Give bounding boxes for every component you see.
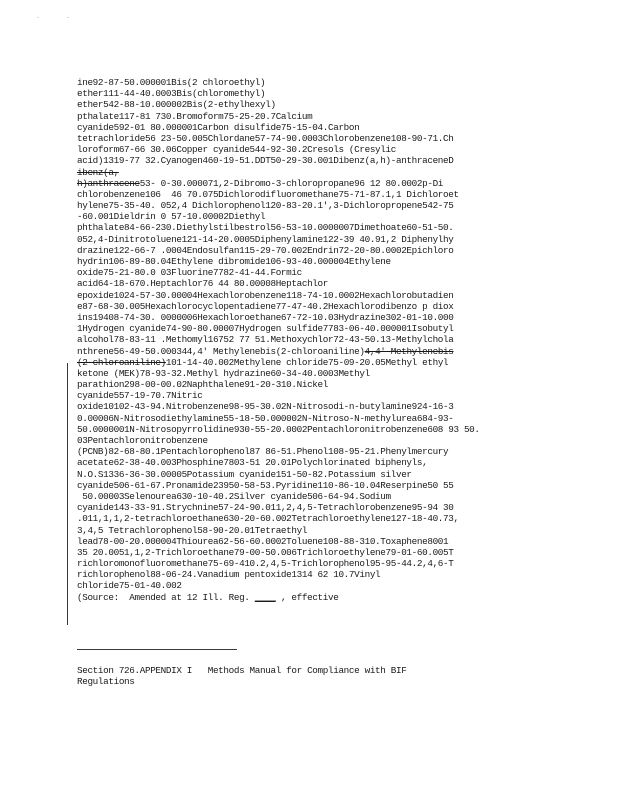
section-heading-block bbox=[77, 665, 573, 687]
appendix-table-text bbox=[77, 77, 573, 603]
struck-text: h)anthracene bbox=[77, 177, 140, 189]
text-span: loroform67-66 30.06Copper cyanide544-92-30.2Cresols (Cresylic bbox=[77, 144, 396, 156]
text-line bbox=[77, 502, 573, 513]
text-line bbox=[77, 424, 573, 435]
text-span: ine92-87-50.000001Bis(2 chloroethyl) bbox=[77, 77, 266, 88]
text-span: drazine122-66-7 .0004Endosulfan115-29-70.002Endrin72-20-80.0002Epichloro bbox=[77, 244, 454, 256]
text-span: 35 20.0051,1,2-Trichloroethane79-00-50.006Trichloroethylene79-01-60.005T bbox=[77, 546, 454, 558]
text-span: tetrachloride56 23-50.005Chlordane57-74-90.0003Chlorobenzene108-90-71.Ch bbox=[77, 132, 454, 144]
text-line bbox=[77, 278, 573, 289]
text-span: ketone (MEK)78-93-32.Methyl hydrazine60-34-40.0003Methyl bbox=[77, 367, 370, 379]
text-span: richlorophenol88-06-24.Vanadium pentoxide1314 62 10.7Vinyl bbox=[77, 569, 381, 581]
text-line bbox=[77, 312, 573, 323]
text-span: nthrene56-49-50.000344,4' Methylenebis(2-chloroaniline) bbox=[77, 345, 365, 357]
struck-text: 4,4' Methylenebis bbox=[364, 345, 454, 357]
text-span: 53- 0-30.000071,2-Dibromo-3-chloropropane96 12 80.0002p-Di bbox=[139, 177, 444, 189]
text-line bbox=[77, 513, 573, 524]
text-span: , effective bbox=[275, 591, 339, 603]
text-line bbox=[77, 155, 573, 166]
text-line bbox=[77, 446, 573, 457]
text-span: epoxide1024-57-30.00004Hexachlorobenzene118-74-10.0002Hexachlorobutadien bbox=[77, 289, 454, 301]
text-line bbox=[77, 525, 573, 536]
text-line bbox=[77, 256, 573, 267]
text-span: 052,4-Dinitrotoluene121-14-20.0005Diphenylamine122-39 40.91,2 Diphenylhy bbox=[77, 233, 454, 245]
effective-date-blank bbox=[77, 649, 237, 650]
text-span: richloromonofluoromethane75-69-410.2,4,5-Trichlorophenol95-95-44.2,4,6-T bbox=[77, 558, 454, 570]
text-line bbox=[77, 569, 573, 580]
text-line bbox=[77, 178, 573, 189]
text-line bbox=[77, 580, 573, 591]
text-line bbox=[77, 334, 573, 345]
text-line bbox=[77, 77, 573, 88]
text-line bbox=[77, 491, 573, 502]
struck-text: ibenz(a, bbox=[77, 166, 119, 178]
text-span: 50.0000001N-Nitrosopyrrolidine930-55-20.0002Pentachloronitrobenzene608 93 50. bbox=[77, 423, 480, 435]
text-line bbox=[77, 222, 573, 233]
text-span: oxide75-21-80.0 03Fluorine7782-41-44.Formic bbox=[77, 267, 302, 279]
text-span: ether542-88-10.000002Bis(2-ethylhexyl) bbox=[77, 99, 276, 111]
text-span: hydrin106-89-80.04Ethylene dibromide106-93-40.000004Ethylene bbox=[77, 256, 391, 267]
text-line bbox=[77, 301, 573, 312]
text-span: 0.00006N-Nitrosodiethylamine55-18-50.000002N-Nitroso-N-methylurea684-93- bbox=[77, 412, 454, 424]
text-span: e87-68-30.005Hexachlorocyclopentadiene77-47-40.2Hexachlorodibenzo p diox bbox=[77, 300, 454, 312]
text-line bbox=[77, 144, 573, 155]
text-span: 50.00003Selenourea630-10-40.2Silver cyanide506-64-94.Sodium bbox=[77, 490, 391, 502]
text-line bbox=[77, 290, 573, 301]
text-span: parathion298-00-00.02Naphthalene91-20-310.Nickel bbox=[77, 379, 328, 391]
text-span: acid64-18-670.Heptachlor76 44 80.00008Heptachlor bbox=[77, 278, 328, 290]
text-line bbox=[77, 457, 573, 468]
text-line bbox=[77, 480, 573, 491]
text-span: 1Hydrogen cyanide74-90-80.00007Hydrogen sulfide7783-06-40.000001Isobutyl bbox=[77, 323, 454, 335]
text-line bbox=[77, 536, 573, 547]
text-span: cyanide143-33-91.Strychnine57-24-90.011,2,4,5-Tetrachlorobenzene95-94 30 bbox=[77, 502, 454, 514]
scan-mark-right: - bbox=[66, 14, 70, 21]
section-heading-continuation: Regulations bbox=[77, 676, 135, 688]
text-span: hylene75-35-40. 052,4 Dichlorophenol120-83-20.1',3-Dichloropropene542-75 bbox=[77, 200, 454, 212]
text-line bbox=[77, 133, 573, 144]
text-span: 3,4,5 Tetrachlorophenol58-90-20.01Tetraethyl bbox=[77, 524, 308, 536]
text-span: phthalate84-66-230.Diethylstilbestrol56-53-10.0000007Dimethoate60-51-50. bbox=[77, 222, 454, 234]
text-span: -60.001Dieldrin 0 57-10.00002Diethyl bbox=[77, 211, 266, 223]
text-line bbox=[77, 558, 573, 569]
text-line bbox=[77, 547, 573, 558]
text-span: (PCNB)82-68-80.1Pentachlorophenol87 86-51.Phenol108-95-21.Phenylmercury bbox=[77, 446, 449, 458]
text-line bbox=[77, 592, 573, 603]
text-span: chloride75-01-40.002 bbox=[77, 580, 182, 592]
struck-text: (2-chloroaniline) bbox=[77, 356, 166, 368]
text-line bbox=[77, 267, 573, 278]
text-span: N.O.S1336-36-30.00005Potassium cyanide151-50-82.Potassium silver bbox=[77, 468, 412, 480]
text-line bbox=[77, 379, 573, 390]
text-span: alcohol78-83-11 .Methomyl16752 77 51.Methoxychlor72-43-50.13-Methylchola bbox=[77, 334, 454, 346]
text-line bbox=[77, 323, 573, 334]
text-line bbox=[77, 368, 573, 379]
text-line bbox=[77, 435, 573, 446]
text-span: (Source: Amended at 12 Ill. Reg. bbox=[77, 591, 255, 603]
text-line bbox=[77, 211, 573, 222]
text-span: pthalate117-81 730.Bromoform75-25-20.7Calcium bbox=[77, 110, 313, 122]
text-span: chlorobenzene106 46 70.075Dichlorodifluoromethane75-71-87.1,1 Dichloroet bbox=[77, 188, 459, 200]
text-span: 101-14-40.002Methylene chloride75-09-20.05Methyl ethyl bbox=[165, 356, 449, 368]
text-line bbox=[77, 401, 573, 412]
text-line bbox=[77, 122, 573, 133]
text-line bbox=[77, 357, 573, 368]
text-span: cyanide557-19-70.7Nitric bbox=[77, 390, 203, 402]
text-line bbox=[77, 469, 573, 480]
text-line bbox=[77, 413, 573, 424]
text-line bbox=[77, 111, 573, 122]
text-span: .011,1,1,2-tetrachloroethane630-20-60.002Tetrachloroethylene127-18-40.73, bbox=[77, 513, 459, 525]
scan-mark-left: - bbox=[36, 14, 40, 21]
text-span: ether111-44-40.0003Bis(chloromethyl) bbox=[77, 88, 266, 100]
text-line bbox=[77, 200, 573, 211]
text-line bbox=[77, 245, 573, 256]
text-line bbox=[77, 99, 573, 110]
text-line bbox=[77, 88, 573, 99]
text-span: lead78-00-20.000004Thiourea62-56-60.0002Toluene108-88-310.Toxaphene8001 bbox=[77, 535, 449, 547]
section-heading: Section 726.APPENDIX I Methods Manual for Compliance with BIF bbox=[77, 665, 407, 676]
text-line bbox=[77, 346, 573, 357]
revision-bar bbox=[67, 363, 68, 625]
text-span: cyanide592-01 80.000001Carbon disulfide75-15-04.Carbon bbox=[77, 121, 360, 133]
text-line bbox=[77, 234, 573, 245]
text-line bbox=[77, 390, 573, 401]
text-line bbox=[77, 167, 573, 178]
text-span: acid)1319-77 32.Cyanogen460-19-51.DDT50-29-30.001Dibenz(a,h)-anthraceneD bbox=[77, 155, 454, 167]
text-span: ins19408-74-30. 0000006Hexachloroethane67-72-10.03Hydrazine302-01-10.000 bbox=[77, 311, 454, 323]
underlined-blank: ____ bbox=[254, 591, 276, 603]
text-line bbox=[77, 189, 573, 200]
text-span: 03Pentachloronitrobenzene bbox=[77, 435, 208, 446]
text-span: acetate62-38-40.003Phosphine7803-51 20.01Polychlorinated biphenyls, bbox=[77, 457, 428, 469]
text-span: cyanide506-61-67.Pronamide23950-58-53.Pyridine110-86-10.04Reserpine50 55 bbox=[77, 479, 454, 491]
text-span: oxide10102-43-94.Nitrobenzene98-95-30.02N-Nitrosodi-n-butylamine924-16-3 bbox=[77, 401, 454, 413]
